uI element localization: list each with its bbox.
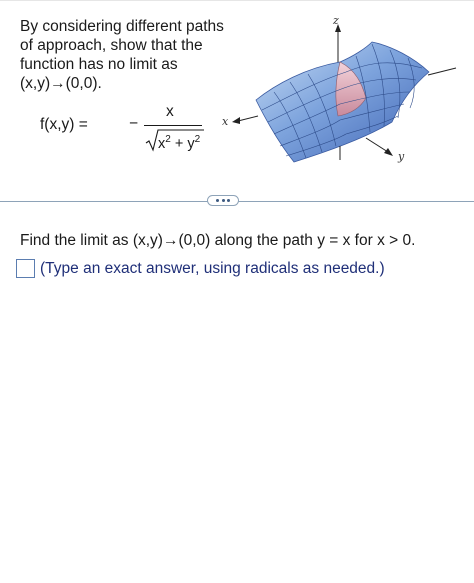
formula-radicand (158, 134, 200, 152)
radicand-y: y (187, 136, 195, 152)
y-axis-arrow-icon (384, 148, 393, 156)
problem-line: (x,y)→(0,0). (20, 75, 102, 92)
top-border (0, 0, 474, 1)
exponent: 2 (194, 134, 201, 145)
answer-hint: (Type an exact answer, using radicals as needed.) (40, 260, 385, 277)
fraction-bar (144, 125, 202, 126)
formula-sign: − (129, 115, 139, 132)
y-axis-back (428, 68, 456, 75)
formula-lhs: f(x,y) = (40, 116, 88, 133)
x-axis-arrow-icon (232, 117, 240, 124)
radicand-x: x (158, 136, 166, 152)
y-axis-label: y (398, 150, 405, 163)
question-text: Find the limit as (x,y)→(0,0) along the path y = x for x > 0. (20, 232, 416, 249)
problem-statement (20, 17, 224, 93)
x-axis-label: x (222, 115, 229, 128)
expand-more-button[interactable] (207, 195, 239, 206)
dot-icon (227, 199, 230, 202)
x-axis (238, 116, 258, 121)
problem-line: function has no limit as (20, 56, 178, 73)
problem-line: of approach, show that the (20, 37, 203, 54)
function-formula (40, 103, 201, 155)
dot-icon (216, 199, 219, 202)
y-axis (366, 138, 388, 152)
exponent: 2 (165, 134, 171, 145)
surface-plot (216, 12, 466, 180)
problem-line: By considering different paths (20, 18, 224, 35)
formula-numerator: x (166, 103, 174, 120)
dot-icon (222, 199, 225, 202)
answer-input[interactable] (16, 259, 35, 278)
z-axis-label: z (333, 14, 339, 27)
plus-sign: + (170, 136, 188, 152)
